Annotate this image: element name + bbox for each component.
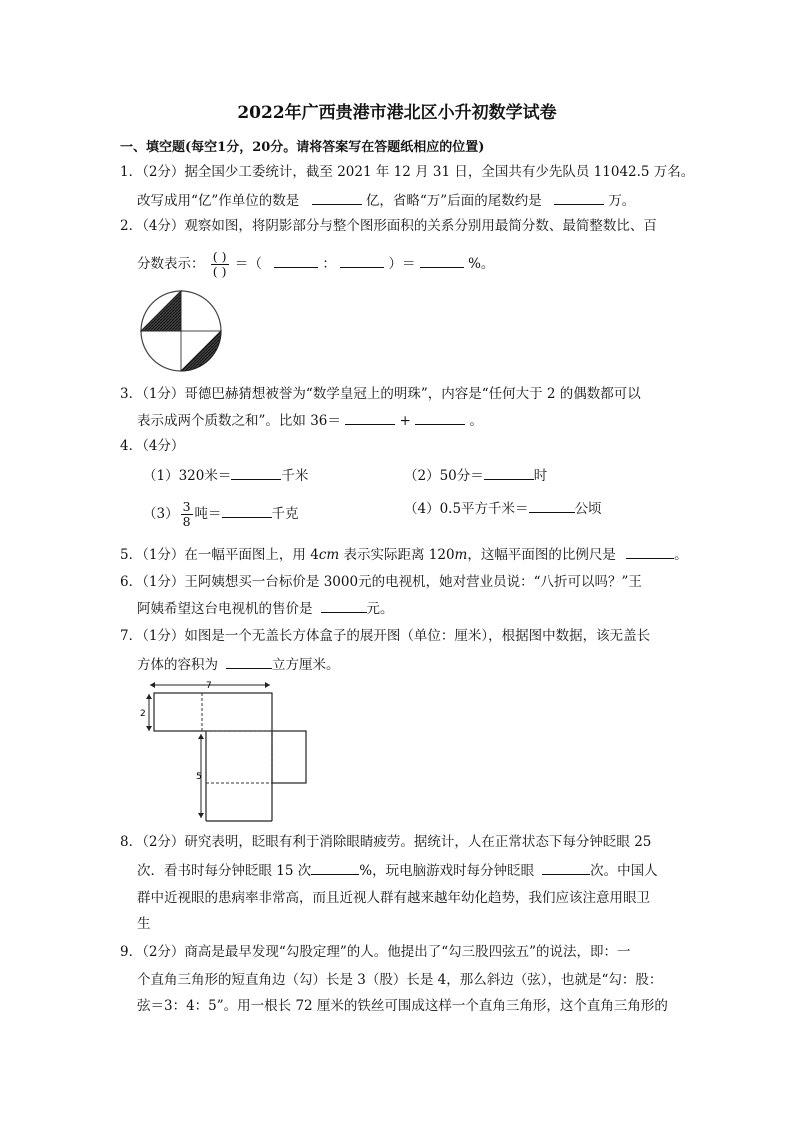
unit-m: m [454,547,468,563]
fraction-numerator: 3 [182,499,191,514]
q8-text-c: 次。中国人 [590,863,658,879]
q7-text-a: 方体的容积为 [137,657,218,673]
q6-text-b: 元。 [366,601,394,617]
q9-line1: 9．（2分）商高是最早发现“勾股定理”的人。他提出了“勾三股四弦五”的说法，即：一 [120,944,631,960]
q4-part2-unit: 时 [533,468,548,484]
answer-blank[interactable] [311,860,359,875]
page-title: 2022年广西贵港市港北区小升初数学试卷 [237,103,557,123]
q7-text-b: 立方厘米。 [272,657,340,673]
dim-left-label: 2 [140,709,146,719]
q8-line3: 群中近视眼的患病率非常高，而且近视人群有越来越年幼化趋势，我们应该注意用眼卫 [137,890,650,906]
q4-part3 [143,500,299,529]
q2-line1: 2．（4分）观察如图，将阴影部分与整个图形面积的关系分别用最简分数、最简整数比、百 [120,218,657,234]
q4-part2-text: （2）50分＝ [404,468,484,484]
q8-line1: 8．（2分）研究表明，眨眼有利于消除眼睛疲劳。据统计，人在正常状态下每分钟眨眼 25 [120,834,652,850]
q2-text-b: ＝（ [234,256,262,272]
fraction-denominator: 8 [182,514,191,529]
q3-text-c: 。 [469,413,483,429]
section-heading: 一、填空题(每空1分，20分。请将答案写在答题纸相应的位置) [120,140,485,155]
answer-blank[interactable] [484,465,534,480]
q9-line2: 个直角三角形的短直角边（勾）长是 3（股）长是 4，那么斜边（弦），也就是“勾：股： [137,972,663,988]
answer-blank[interactable] [415,410,465,425]
q3-line1: 3．（1分）哥德巴赫猜想被誉为“数学皇冠上的明珠”，内容是“任何大于 2 的偶数都可以 [120,386,641,402]
q3-line2 [137,410,483,431]
q5-text-b: 表示实际距离 120 [339,547,455,563]
q4-part3-unit: 千克 [271,506,299,522]
q4-head: 4．（4分） [120,438,185,454]
answer-blank[interactable] [340,253,384,268]
answer-blank[interactable] [222,503,272,518]
q4-part4-unit: 公顷 [574,501,602,517]
q7-line1: 7．（1分）如图是一个无盖长方体盒子的展开图（单位：厘米），根据图中数据，该无盖长 [120,628,651,644]
q4-part3-text: 吨＝ [194,506,222,522]
answer-blank[interactable] [529,498,575,513]
answer-blank[interactable] [321,598,367,613]
q1-text-c: 万。 [608,193,636,209]
box-net-diagram [136,676,336,826]
q4-part4 [404,498,602,519]
q4-part1-unit: 千米 [281,468,309,484]
q4-part2 [404,465,547,486]
answer-blank[interactable] [274,253,318,268]
q1-line2 [137,190,635,211]
fraction-numerator[interactable]: ( ) [212,249,227,264]
q2-text-d: ）＝ [388,256,416,272]
q6-text-a: 阿姨希望这台电视机的售价是 [137,601,313,617]
fraction [181,500,193,529]
q4-part1-text: （1）320米＝ [143,468,232,484]
q9-line3: 弦＝3：4：5”。用一根长 72 厘米的铁丝可围成这样一个直角三角形，这个直角三角形的 [137,998,668,1014]
answer-blank[interactable] [554,190,604,205]
q2-text-c: ： [322,256,336,272]
unit-cm: cm [318,547,340,563]
q2-circle-figure [136,288,226,374]
q2-text-e: %。 [468,256,495,272]
answer-blank[interactable] [542,860,590,875]
q4-part4-text: （4）0.5平方千米＝ [404,501,529,517]
answer-blank[interactable] [231,465,281,480]
answer-blank[interactable] [626,544,674,559]
q6-line2 [137,598,394,619]
fraction-denominator[interactable]: ( ) [212,264,227,279]
q1-text-a: 改写成用“亿”作单位的数是 [137,193,300,209]
q3-text-a: 表示成两个质数之和”。比如 36＝ [137,413,341,429]
q8-text-b: %，玩电脑游戏时每分钟眨眼 [359,863,535,879]
q4-part1 [143,465,308,486]
q4-part3-label: （3） [143,506,179,522]
q7-line2 [137,654,340,675]
q5-text-a: 5．（1分）在一幅平面图上，用 4 [120,547,319,563]
q8-text-a: 次．看书时每分钟眨眼 15 次 [137,863,312,879]
fraction [211,250,229,279]
answer-blank[interactable] [420,253,464,268]
q8-line2 [137,860,658,881]
answer-blank[interactable] [226,654,272,669]
q8-line4: 生 [137,916,151,932]
q5-text-d: 。 [674,547,688,563]
q5-line [120,544,688,565]
q1-line1: 1．（2分）据全国少工委统计，截至 2021 年 12 月 31 日，全国共有少先队员 11042.5 万名。 [120,164,695,180]
q2-text-a: 分数表示： [137,256,205,272]
q2-line2 [137,250,494,279]
dim-top-label: 7 [206,681,212,691]
answer-blank[interactable] [312,190,362,205]
answer-blank[interactable] [345,410,395,425]
dim-side-label: 5 [196,772,202,782]
q5-text-c: ，这幅平面图的比例尺是 [467,547,616,563]
q1-text-b: 亿，省略“万”后面的尾数约是 [365,193,542,209]
q3-text-b: + [399,413,411,429]
q6-line1: 6．（1分）王阿姨想买一台标价是 3000元的电视机，她对营业员说：“八折可以吗？”王 [120,574,642,590]
